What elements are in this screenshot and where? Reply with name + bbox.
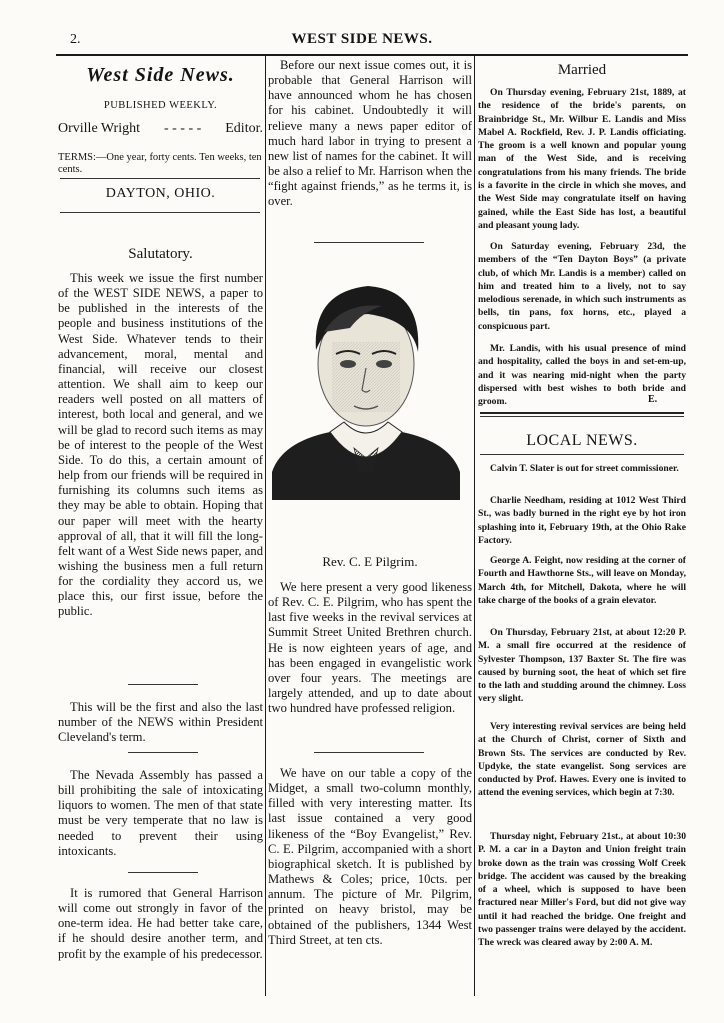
- salutatory-heading: Salutatory.: [128, 246, 193, 262]
- local-item-5: Very interesting revival services are being held at the Church of Christ, corner of Sixth and Brown Sts. The services are conducted by Rev. Updyke, the state evangelist. Song services are conducted by Prof. Hawes. Every one is invited to attend the evening services, which begin at 7:30.: [478, 721, 686, 799]
- separator-2: [128, 752, 198, 753]
- married-item-1: On Thursday evening, February 21st, 1889, at the residence of the bride's parents, on Brainbridge St., Mr. Wilbur E. Landis and Miss Mabel A. Rockfield, Rev. J. P. Landis officiating. The groom is a well known and popular young man of the West Side, and is receiving congratulations from his many friends. The bride is a favorite in the circle in which she moves, and the West Side may congratulate itself on having gained, while the East Side has lost, a beautiful and pleasant young lady.: [478, 87, 686, 231]
- separator-5: [314, 752, 424, 753]
- pilgrim-portrait: [272, 272, 460, 500]
- married-signature: E.: [648, 394, 658, 405]
- cleveland-item: This will be the first and also the last number of the NEWS within President Cleveland's term.: [58, 700, 263, 745]
- cabinet-item: Before our next issue comes out, it is probable that General Harrison will have announced whom he has chosen for his cabinet. Undoubtedly it will relieve many a news paper editor of much hard labor in trying to present a new list of names for the cabinet. It will be also a relief to Mr. Harrison when the “fight against friends,” as he terms it, is over.: [268, 58, 472, 209]
- harrison-term-item: It is rumored that General Harrison will come out strongly in favor of the one-term idea. He had better take care, if he should desire another term, and profit by the example of his predecessor.: [58, 886, 263, 961]
- local-news-heading: LOCAL NEWS.: [526, 432, 638, 449]
- separator-1: [128, 684, 198, 685]
- separator-3: [128, 872, 198, 873]
- masthead-title: West Side News.: [86, 64, 235, 86]
- married-item-3: Mr. Landis, with his usual presence of mind and hospitality, called the boys in and set-em-up, and it was nearing mid-night when the party dispersed with best wishes to both bride and groom.: [478, 343, 686, 408]
- header-rule: [56, 54, 688, 56]
- local-item-3: George A. Feight, now residing at the corner of Fourth and Hawthorne Sts., will leave on Monday, March 4th, for Mitchell, Dakota, where he will take charge of the books of a grain elevator.: [478, 555, 686, 606]
- column-divider-right: [474, 56, 475, 996]
- editor-line: [58, 121, 263, 137]
- masthead-city: DAYTON, OHIO.: [105, 186, 216, 201]
- married-rule-1: [480, 412, 684, 414]
- editor-name: Orville Wright: [58, 121, 140, 136]
- local-item-1: Calvin T. Slater is out for street commissioner.: [490, 463, 679, 474]
- editor-dashes: - - - - -: [163, 121, 202, 136]
- local-news-rule: [480, 454, 684, 455]
- editor-title: Editor.: [225, 121, 263, 136]
- masthead-rule-2: [60, 212, 260, 213]
- local-item-6: Thursday night, February 21st., at about 10:30 P. M. a car in a Dayton and Union freight train broke down as the train was crossing Wolf Creek bridge. The accident was caused by the breaking of a wheel, which is supposed to have been fractured near Miller's Ford, but did not give way until it had reached the bridge. One freight and two passenger trains were delayed by the accident. The wreck was cleared away by 2:00 A. M.: [478, 831, 686, 949]
- column-divider-left: [265, 56, 266, 996]
- masthead-rule-1: [60, 178, 260, 179]
- married-rule-2: [480, 416, 684, 417]
- local-item-2: Charlie Needham, residing at 1012 West Third St., was badly burned in the right eye by hot iron splashing into it, February 19th, at the Ohio Rake Factory.: [478, 495, 686, 546]
- married-item-2: On Saturday evening, February 23d, the members of the “Ten Dayton Boys” (a private club, of which Mr. Landis is a member) called on him and treated him to a lively, not to say melodious serenade, in which such instruments as bells, tin pans, fox horns, etc., played a conspicuous part.: [478, 241, 686, 332]
- local-item-4: On Thursday, February 21st, at about 12:20 P. M. a small fire occurred at the residence of Sylvester Thompson, 137 Baxter St. The fire was caused by burning soot, the heat of which set fire to the lath and studding around the chimney. Loss very slight.: [478, 627, 686, 705]
- midget-item: We have on our table a copy of the Midget, a small two-column monthly, filled with very interesting matter. Its last issue contained a very good likeness of the “Boy Evangelist,” Rev. C. E. Pilgrim, accompanied with a short biographical sketch. It is published by Mathews & Coles; price, 10cts. per annum. The picture of Mr. Pilgrim, printed on heavy bristol, may be obtained of the publishers, 1344 West Third Street, at ten cts.: [268, 766, 472, 947]
- masthead-frequency: PUBLISHED WEEKLY.: [103, 100, 218, 111]
- salutatory-body: This week we issue the first number of the WEST SIDE NEWS, a paper to be published in the interests of the people and business institutions of the West Side. Whatever tends to their advancement, moral, mental and financial, will receive our closest attention. We shall aim to keep our readers well posted on all matters of interest, both local and general, and we will be glad to record such items as may be of interest to the people of the West Side. To do this, a certain amount of help from our friends will be required in furnishing its columns such items as they may be able to obtain. Hoping that our paper will meet with the hearty approval of all, that it will fill the long-felt want of a West Side news paper, and wishing the business men a full return for the cordiality they accord us, we place this, our first issue, before the public.: [58, 271, 263, 619]
- nevada-item: The Nevada Assembly has passed a bill prohibiting the sale of intoxicating liquors to women. The men of that state must be very temperate that no law is needed to prevent their using intoxicants.: [58, 768, 263, 858]
- separator-4: [314, 242, 424, 243]
- married-heading: Married: [557, 62, 607, 78]
- portrait-caption: Rev. C. E Pilgrim.: [322, 554, 418, 569]
- terms: TERMS:—One year, forty cents. Ten weeks, ten cents.: [58, 152, 262, 175]
- page-number: 2.: [70, 32, 81, 47]
- page-header-title: WEST SIDE NEWS.: [291, 31, 433, 47]
- pilgrim-item: We here present a very good likeness of Rev. C. E. Pilgrim, who has spent the last five weeks in the revival services at Summit Street United Brethren church. He is now eighteen years of age, and has been engaged in evangelistic work over four years. The meetings are largely attended, and up to date about two hundred have professed religion.: [268, 580, 472, 716]
